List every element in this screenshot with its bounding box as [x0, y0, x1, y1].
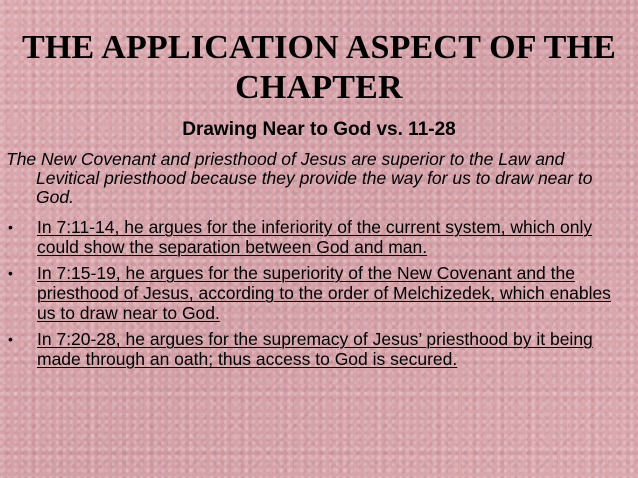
bullet-item [6, 217, 632, 257]
slide-subtitle: Drawing Near to God vs. 11-28 [182, 119, 456, 140]
bullet-icon: • [8, 331, 13, 347]
slide-title: THE APPLICATION ASPECT OF THE CHAPTER [21, 29, 616, 106]
bullet-item [6, 329, 632, 369]
bullet-text: In 7:20-28, he argues for the supremacy of Jesus’ priesthood by it being made through an oath; thus access to God is secured. [37, 329, 593, 369]
bullet-list [6, 217, 632, 375]
bullet-icon: • [8, 265, 13, 281]
bullet-text: In 7:11-14, he argues for the inferiority of the current system, which only could show the separation between God and man. [37, 217, 593, 257]
bullet-text: In 7:15-19, he argues for the superiority of the New Covenant and the priesthood of Jesus, according to the order of Melchizedek, which enables us to draw near to God. [37, 263, 611, 323]
intro-paragraph: The New Covenant and priesthood of Jesus are superior to the Law and Levitical priesthood because they provide the way for us to draw near to God. [6, 149, 593, 207]
bullet-icon: • [8, 219, 13, 235]
bullet-item [6, 263, 632, 323]
